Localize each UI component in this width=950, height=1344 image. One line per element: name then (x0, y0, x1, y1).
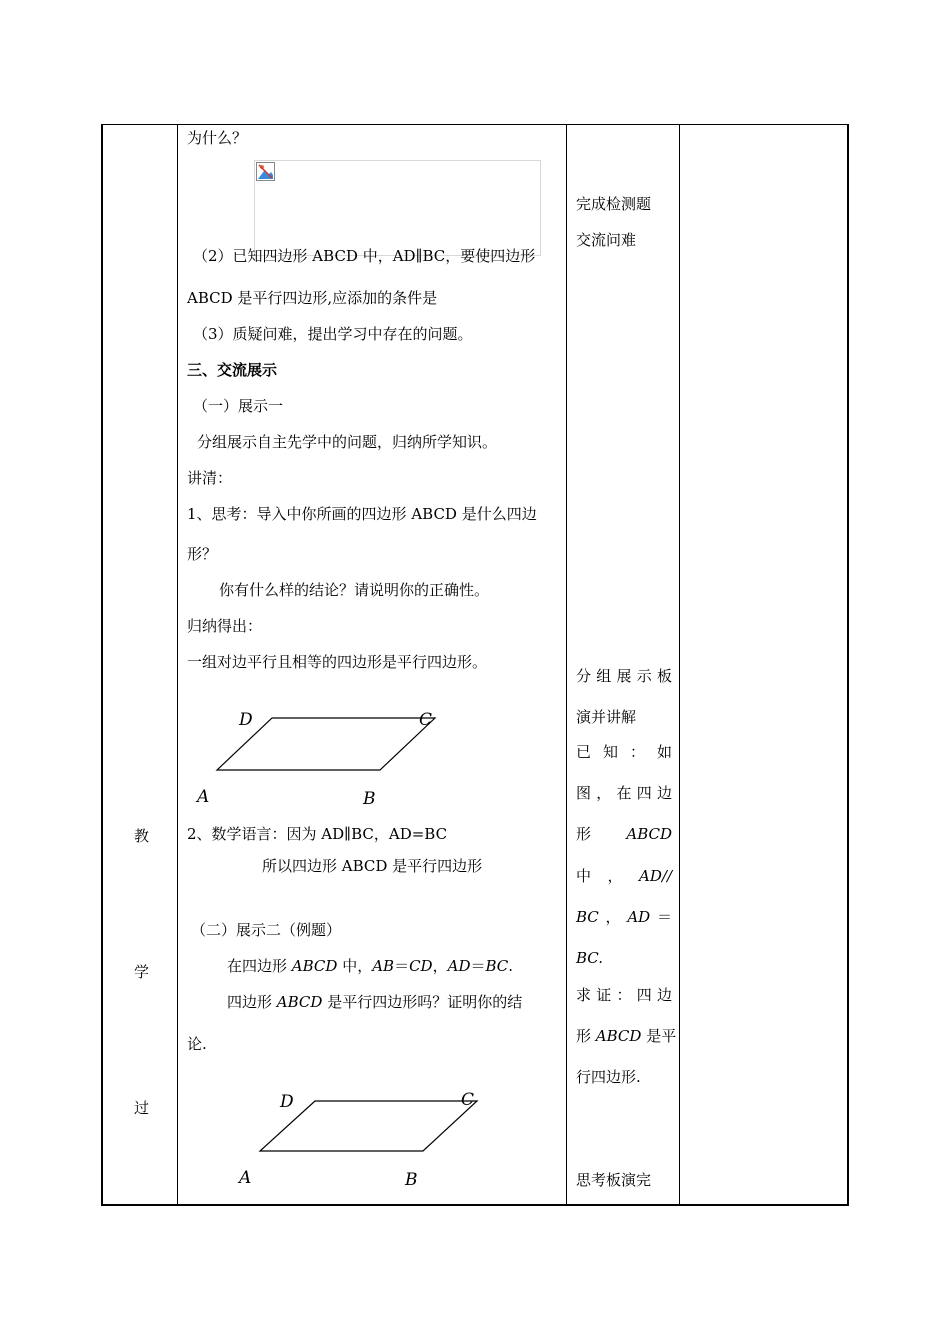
right-line-complete-test: 完成检测题 (576, 195, 652, 213)
column-divider-2 (566, 124, 567, 1206)
parallelogram-figure-1 (190, 703, 450, 813)
right-line-discuss: 交流问难 (576, 231, 637, 249)
right-char: 证 (596, 986, 612, 1004)
main-line-q2-cont: ABCD 是平行四边形,应添加的条件是 (187, 289, 438, 307)
example-equals: ＝ (470, 957, 486, 975)
section-heading-exchange: 三、交流展示 (187, 361, 278, 379)
column-divider-3 (679, 124, 680, 1206)
main-line-q2: （2）已知四边形 ABCD 中，AD∥BC，要使四边形 (193, 247, 536, 265)
example-quad-name: ABCD (276, 993, 323, 1011)
right-char: 图 (576, 784, 592, 802)
figure2-label-d: D (280, 1092, 294, 1112)
right-char: 四 (636, 784, 652, 802)
example-segment: AD (447, 957, 471, 975)
right-char: ＝ (656, 908, 672, 926)
side-label-process: 过 (134, 1099, 150, 1117)
main-line-q3: （3）质疑问难，提出学习中存在的问题。 (193, 325, 473, 343)
right-char: 是平 (641, 1027, 677, 1045)
right-char: 已 (576, 743, 592, 761)
right-char: 四 (636, 986, 652, 1004)
right-char: 分 (576, 667, 592, 685)
right-line-prove (576, 988, 672, 1003)
right-line-explain: 演并讲解 (576, 708, 637, 726)
figure2-label-b: B (405, 1170, 418, 1190)
example-segment: BC (485, 957, 509, 975)
right-char: 知 (602, 743, 618, 761)
example-comma: ， (432, 957, 448, 975)
right-line-shape (576, 827, 672, 842)
right-char: ， (596, 784, 612, 802)
subheading-show-two: （二）展示二（例题） (191, 921, 342, 939)
figure1-label-d: D (239, 710, 253, 730)
column-divider-1 (177, 124, 178, 1206)
right-line-figure (576, 786, 672, 801)
example-question (227, 995, 522, 1010)
right-char: 如 (656, 743, 672, 761)
right-segment: BC (576, 908, 599, 926)
example-text: 在四边形 (227, 957, 292, 975)
right-char: 形 (576, 1027, 596, 1045)
right-char: ， (607, 867, 623, 885)
figure1-label-b: B (363, 789, 376, 809)
right-char: 求 (576, 986, 592, 1004)
example-segment: CD (409, 957, 433, 975)
right-line-bc-ad (576, 910, 672, 925)
right-char: ， (605, 908, 621, 926)
example-text: 是平行四边形吗？证明你的结 (322, 993, 523, 1011)
right-line-given (576, 745, 672, 760)
main-line-explain: 讲清： (187, 469, 233, 487)
right-line-parallelogram: 行四边形. (576, 1068, 641, 1086)
main-line-induce: 归纳得出： (187, 617, 263, 635)
right-char: 展 (616, 667, 632, 685)
side-label-teach: 教 (134, 827, 150, 845)
right-char: 边 (656, 986, 672, 1004)
right-line-in (576, 869, 672, 884)
example-quad-name: ABCD (291, 957, 338, 975)
right-quad-name: ABCD (626, 825, 672, 843)
main-line-group-show: 分组展示自主先学中的问题，归纳所学知识。 (197, 433, 498, 451)
figure2-label-a: A (239, 1168, 252, 1188)
right-segment: AD// (639, 867, 672, 885)
main-line-math-lang: 2、数学语言：因为 AD∥BC，AD=BC (187, 825, 448, 843)
right-segment: AD (627, 908, 651, 926)
right-line-think-board: 思考板演完 (576, 1171, 652, 1189)
main-line-theorem: 一组对边平行且相等的四边形是平行四边形。 (187, 653, 488, 671)
example-segment: AB (372, 957, 395, 975)
main-line-conclusion-q: 你有什么样的结论？请说明你的正确性。 (219, 581, 490, 599)
image-placeholder (254, 160, 541, 256)
parallelogram-figure-2 (230, 1085, 490, 1195)
right-quad-name: ABCD (595, 1027, 642, 1045)
main-line-why: 为什么？ (187, 129, 248, 147)
right-char: 边 (656, 784, 672, 802)
side-label-learn: 学 (134, 963, 150, 981)
subheading-show-one: （一）展示一 (193, 397, 284, 415)
main-line-therefore: 所以四边形 ABCD 是平行四边形 (262, 857, 483, 875)
right-char: ： (629, 743, 645, 761)
example-period: . (508, 957, 514, 975)
example-question-cont: 论. (187, 1035, 207, 1053)
right-line-group-board (576, 669, 672, 684)
broken-image-icon (256, 162, 275, 181)
right-char: 在 (616, 784, 632, 802)
example-equals: ＝ (394, 957, 410, 975)
right-char: ： (616, 986, 632, 1004)
example-statement (227, 959, 513, 974)
figure1-label-a: A (197, 787, 210, 807)
right-char: 中 (576, 867, 592, 885)
example-text: 中， (337, 957, 373, 975)
figure1-label-c: C (419, 710, 433, 730)
right-line-bc: BC. (576, 949, 604, 967)
example-text: 四边形 (227, 993, 277, 1011)
right-line-shape-abcd (576, 1029, 676, 1044)
main-line-think: 1、思考：导入中你所画的四边形 ABCD 是什么四边 (187, 505, 537, 523)
right-char: 示 (636, 667, 652, 685)
right-char: 形 (576, 825, 592, 843)
right-char: 板 (656, 667, 672, 685)
right-char: 组 (596, 667, 612, 685)
figure2-label-c: C (461, 1090, 475, 1110)
main-line-think-cont: 形？ (187, 545, 218, 563)
